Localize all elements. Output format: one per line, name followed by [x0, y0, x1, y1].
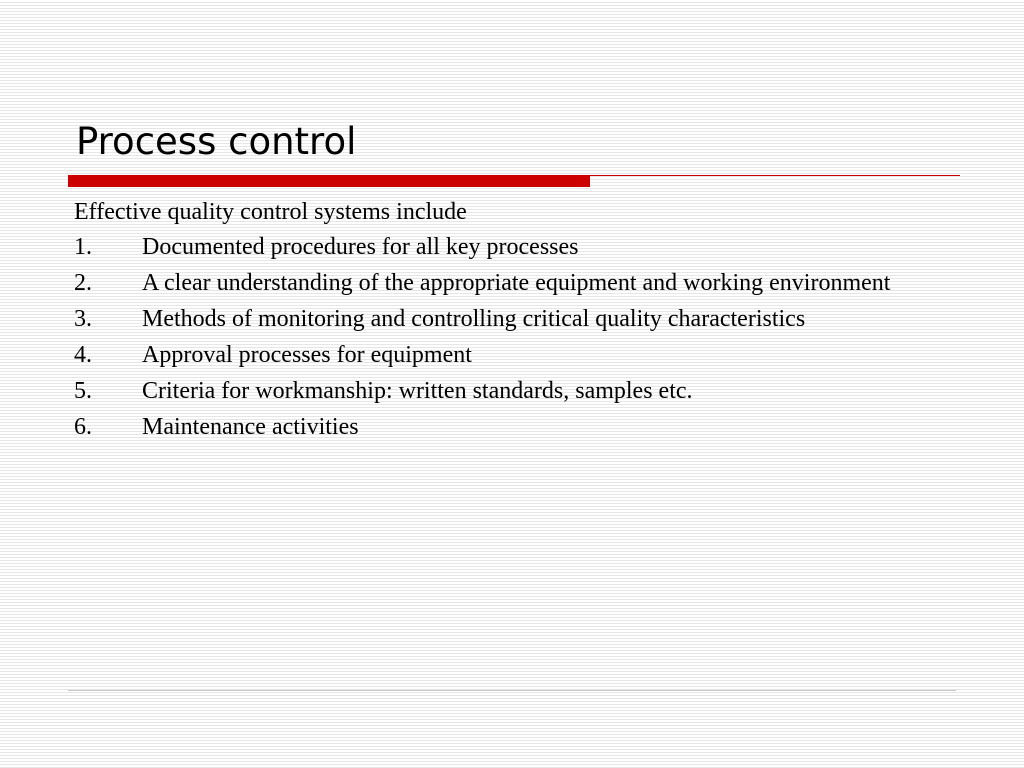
- list-item-number: 4.: [74, 342, 92, 368]
- list-item: [74, 305, 954, 333]
- list-item-number: 2.: [74, 270, 92, 296]
- list-item: [74, 341, 954, 369]
- list-item-text: A clear understanding of the appropriate equipment and working environment: [142, 270, 891, 296]
- list-item: [74, 413, 954, 441]
- list-item-text: Documented procedures for all key processes: [142, 234, 579, 260]
- footer-divider: [68, 690, 956, 691]
- slide-body: [74, 198, 954, 449]
- title-underline-thin: [590, 175, 960, 176]
- list-item: [74, 377, 954, 405]
- slide-title: Process control: [76, 120, 357, 163]
- intro-text: Effective quality control systems include: [74, 199, 467, 225]
- list-item: [74, 233, 954, 261]
- list-item-number: 5.: [74, 378, 92, 404]
- title-underline-thick: [68, 175, 590, 187]
- numbered-list: [74, 233, 954, 441]
- list-item-number: 1.: [74, 234, 92, 260]
- list-item: [74, 269, 954, 297]
- list-item-text: Methods of monitoring and controlling critical quality characteristics: [142, 306, 806, 332]
- list-item-text: Maintenance activities: [142, 414, 359, 440]
- list-item-text: Approval processes for equipment: [142, 342, 472, 368]
- list-item-number: 3.: [74, 306, 92, 332]
- list-item-text: Criteria for workmanship: written standards, samples etc.: [142, 378, 693, 404]
- list-item-number: 6.: [74, 414, 92, 440]
